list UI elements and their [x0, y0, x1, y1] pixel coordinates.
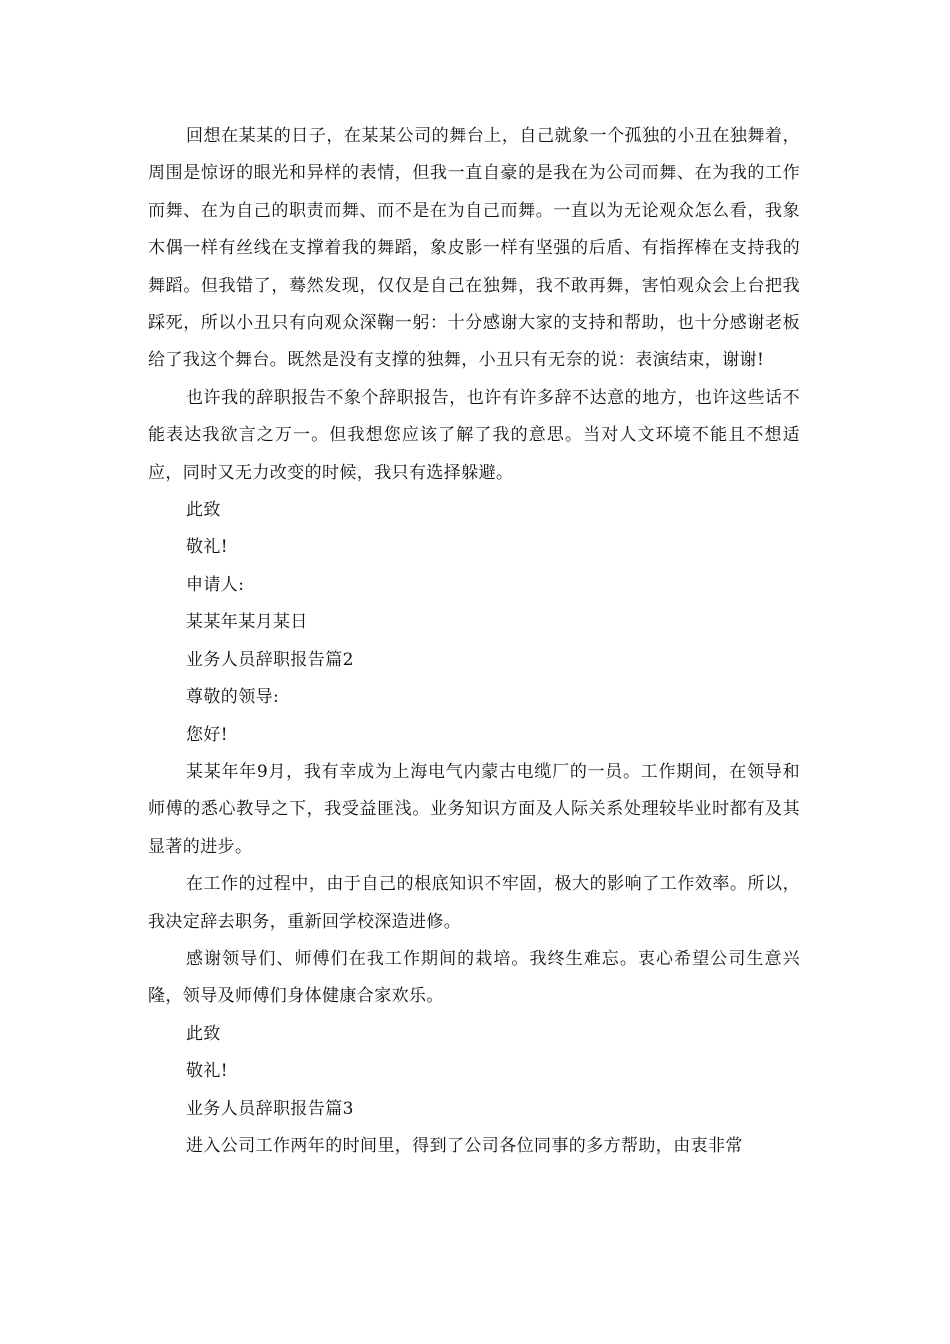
paragraph-resignation-explanation: 也许我的辞职报告不象个辞职报告，也许有许多辞不达意的地方，也许这些话不能表达我欲言之万一。但我想您应该了解了我的意思。当对人文环境不能且不想适应，同时又无力改变的时候，我只有选择躲避。	[148, 387, 800, 483]
paragraph-two-years: 进入公司工作两年的时间里，得到了公司各位同事的多方帮助，由衷非常	[186, 1135, 743, 1156]
paragraph-thanks: 感谢领导们、师傅们在我工作期间的栽培。我终生难忘。衷心希望公司生意兴隆，领导及师傅们身体健康合家欢乐。	[148, 948, 800, 1007]
closing-regards: 敬礼!	[186, 537, 229, 558]
closing-regards-2: 敬礼!	[186, 1061, 229, 1082]
closing-salutation: 此致	[186, 500, 221, 521]
closing-salutation-2: 此致	[186, 1023, 221, 1044]
document-page	[148, 118, 800, 1165]
section-heading-2: 业务人员辞职报告篇2	[186, 649, 354, 670]
paragraph-solo-dance: 回想在某某的日子，在某某公司的舞台上，自己就象一个孤独的小丑在独舞着，周围是惊讶的眼光和异样的表情，但我一直自豪的是我在为公司而舞、在为我的工作而舞、在为自己的职责而舞、而不是在为自己而舞。一直以为无论观众怎么看，我象木偶一样有丝线在支撑着我的舞蹈，象皮影一样有坚强的后盾、有指挥棒在支持我的舞蹈。但我错了，蓦然发现，仅仅是自己在独舞，我不敢再舞，害怕观众会上台把我踩死，所以小丑只有向观众深鞠一躬：十分感谢大家的支持和帮助，也十分感谢老板给了我这个舞台。既然是没有支撑的独舞，小丑只有无奈的说：表演结束，谢谢!	[148, 126, 800, 371]
applicant-label: 申请人:	[186, 574, 245, 595]
letter-addressee: 尊敬的领导:	[186, 687, 280, 708]
paragraph-reason: 在工作的过程中，由于自己的根底知识不牢固，极大的影响了工作效率。所以，我决定辞去职务，重新回学校深造进修。	[148, 874, 800, 932]
section-heading-3: 业务人员辞职报告篇3	[186, 1098, 354, 1119]
paragraph-joined-company: 某某年年9月，我有幸成为上海电气内蒙古电缆厂的一员。工作期间，在领导和师傅的悉心教导之下，我受益匪浅。业务知识方面及人际关系处理较毕业时都有及其显著的进步。	[148, 761, 800, 857]
letter-greeting: 您好!	[186, 724, 229, 745]
date-line: 某某年某月某日	[186, 612, 308, 633]
